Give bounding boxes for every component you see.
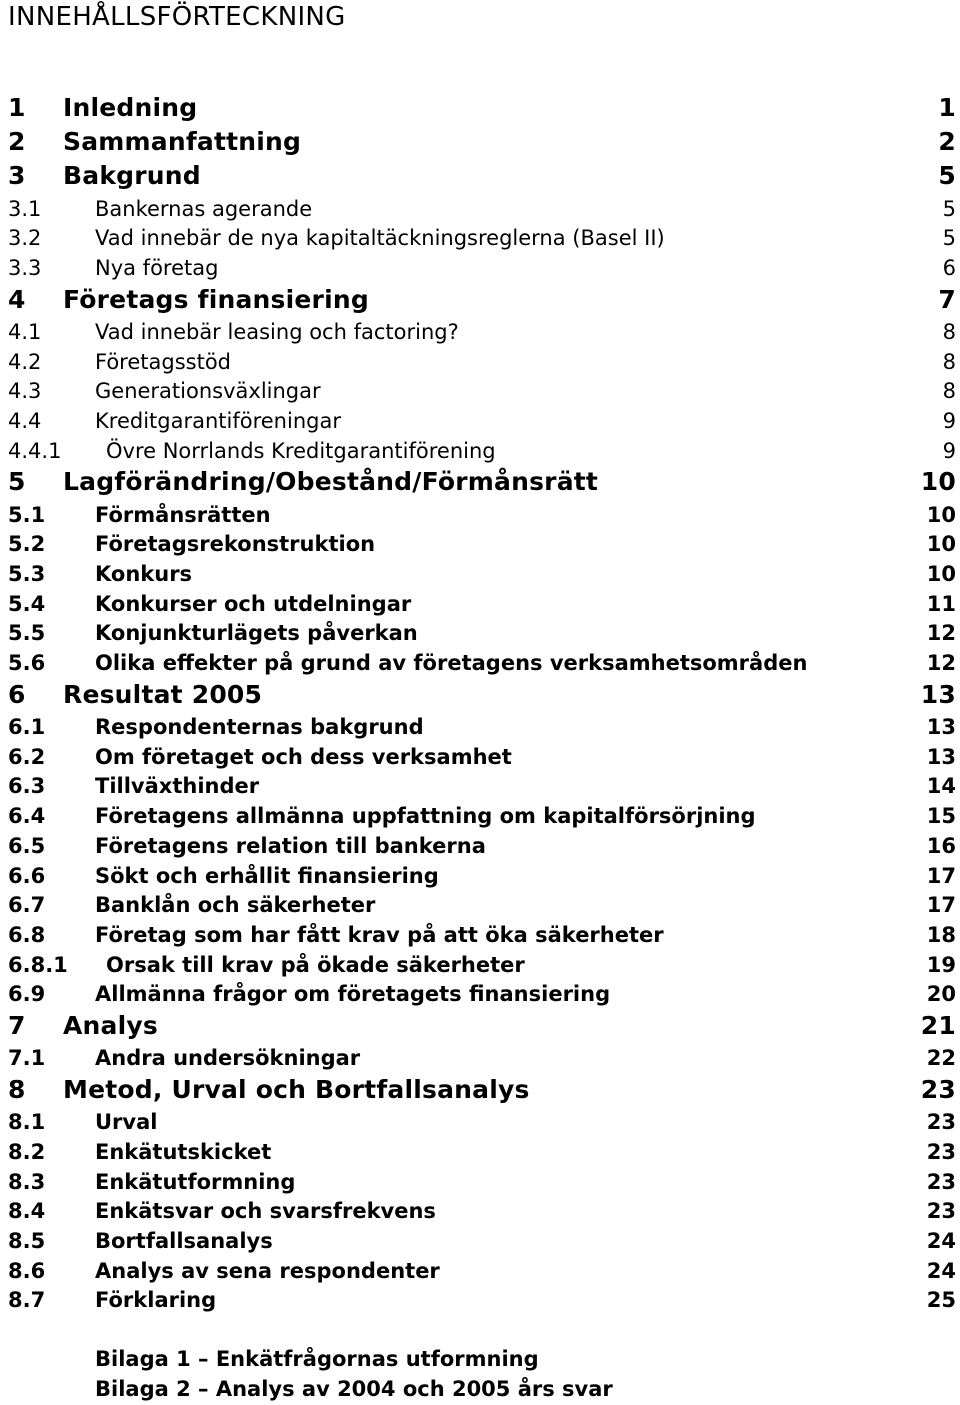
toc-entry-number: 5.4 [8, 591, 46, 616]
toc-entry-page: 19 [926, 952, 956, 977]
toc-entry[interactable] [0, 801, 960, 831]
toc-entry-number: 7 [8, 1011, 26, 1040]
toc-entry[interactable] [0, 742, 960, 772]
toc-entry[interactable] [0, 317, 960, 347]
toc-entry-title: Metod, Urval och Bortfallsanalys [63, 1074, 530, 1104]
toc-entry[interactable] [0, 465, 960, 499]
toc-entry[interactable] [0, 1256, 960, 1286]
toc-entry[interactable] [0, 347, 960, 377]
toc-entry-page: 14 [926, 774, 956, 799]
toc-entry-number: 4.2 [8, 349, 42, 374]
toc-entry-page: 7 [938, 284, 956, 314]
toc-entry-page: 10 [926, 532, 956, 557]
toc-entry-page: 23 [926, 1110, 956, 1135]
toc-entry-number: 5.5 [8, 621, 46, 646]
appendix-item[interactable]: Bilaga 1 – Enkätfrågornas utformning [95, 1347, 539, 1371]
toc-entry-page: 23 [926, 1169, 956, 1194]
toc-entry-number: 8.1 [8, 1110, 46, 1135]
toc-entry-title: Respondenternas bakgrund [95, 715, 424, 739]
toc-entry-title: Nya företag [95, 256, 219, 280]
toc-entry[interactable] [0, 125, 960, 159]
toc-entry[interactable] [0, 1285, 960, 1315]
toc-entry-page: 21 [920, 1011, 956, 1040]
page-title: INNEHÅLLSFÖRTECKNING [8, 2, 346, 32]
toc-entry-page: 5 [942, 196, 956, 221]
toc-entry-title: Orsak till krav på ökade säkerheter [106, 952, 525, 977]
toc-entry-title: Inledning [63, 93, 198, 122]
toc-entry-number: 8.4 [8, 1199, 46, 1224]
toc-entry[interactable] [0, 91, 960, 125]
toc-entry-page: 23 [926, 1199, 956, 1224]
toc-entry-title: Enkätsvar och svarsfrekvens [95, 1199, 436, 1224]
toc-entry[interactable] [0, 406, 960, 436]
toc-entry-page: 9 [942, 438, 956, 463]
appendix-item[interactable]: Bilaga 2 – Analys av 2004 och 2005 års svar [95, 1376, 613, 1401]
toc-entry[interactable] [0, 920, 960, 950]
toc-entry-title: Företagens relation till bankerna [95, 833, 486, 858]
toc-entry-title: Förmånsrätten [95, 502, 271, 527]
toc-entry[interactable] [0, 1009, 960, 1043]
toc-entry-number: 3.2 [8, 226, 42, 251]
toc-entry[interactable] [0, 1226, 960, 1256]
toc-entry[interactable] [0, 678, 960, 712]
toc-entry-page: 1 [938, 93, 956, 122]
toc-entry-page: 9 [942, 409, 956, 433]
toc-entry-title: Analys [63, 1011, 158, 1040]
toc-entry-number: 6.6 [8, 863, 46, 888]
toc-entry-page: 2 [938, 127, 956, 157]
toc-entry-number: 7.1 [8, 1046, 46, 1071]
toc-entry-number: 6.9 [8, 982, 46, 1007]
toc-entry-title: Konkurser och utdelningar [95, 591, 412, 616]
toc-entry-page: 23 [920, 1074, 956, 1104]
toc-entry-number: 6.3 [8, 774, 46, 799]
toc-entry-title: Kreditgarantiföreningar [95, 409, 341, 433]
toc-entry[interactable] [0, 283, 960, 317]
toc-entry-title: Analys av sena respondenter [95, 1258, 440, 1283]
toc-entry-page: 22 [926, 1046, 956, 1071]
toc-entry-number: 5 [8, 467, 26, 497]
toc-entry-number: 4.3 [8, 379, 42, 404]
toc-entry-page: 24 [926, 1258, 956, 1283]
toc-entry-title: Konjunkturlägets påverkan [95, 621, 418, 646]
toc-entry[interactable] [0, 1137, 960, 1167]
toc-entry-number: 2 [8, 127, 26, 157]
toc-entry-title: Företagens allmänna uppfattning om kapitalförsörjning [95, 804, 756, 829]
toc-entry[interactable] [0, 376, 960, 406]
toc-entry-title: Sökt och erhållit finansiering [95, 863, 439, 888]
toc-entry[interactable] [0, 1167, 960, 1197]
toc-entry[interactable] [0, 589, 960, 619]
toc-entry-number: 6.4 [8, 804, 46, 829]
toc-entry-number: 4.4.1 [8, 438, 62, 463]
toc-entry-title: Bakgrund [63, 161, 201, 191]
toc-entry-title: Tillväxthinder [95, 774, 260, 799]
toc-entry-number: 1 [8, 93, 26, 122]
toc-entry-number: 4.1 [8, 319, 42, 344]
toc-entry-number: 8.6 [8, 1258, 46, 1283]
toc-entry-page: 20 [926, 982, 956, 1007]
toc-entry[interactable] [0, 861, 960, 891]
toc-entry-number: 6 [8, 679, 26, 709]
toc-entry-title: Enkätutformning [95, 1169, 296, 1194]
toc-entry[interactable] [0, 771, 960, 801]
toc-entry-title: Företagsrekonstruktion [95, 532, 376, 557]
toc-entry-page: 8 [942, 349, 956, 374]
toc-entry-page: 6 [942, 256, 956, 280]
toc-entry-page: 5 [938, 161, 956, 191]
toc-entry-title: Andra undersökningar [95, 1046, 361, 1071]
toc-entry-title: Resultat 2005 [63, 679, 263, 709]
toc-entry-title: Generationsväxlingar [95, 379, 321, 404]
toc-entry-title: Företags finansiering [63, 284, 369, 314]
toc-entry-title: Företag som har fått krav på att öka säkerheter [95, 922, 664, 947]
toc-entry-page: 16 [926, 833, 956, 858]
toc-entry-page: 15 [926, 804, 956, 829]
toc-entry[interactable] [0, 1043, 960, 1073]
toc-entry-title: Allmänna frågor om företagets finansiering [95, 982, 611, 1007]
toc-entry-number: 8.5 [8, 1228, 46, 1253]
toc-entry-page: 10 [926, 562, 956, 586]
toc-entry[interactable] [0, 712, 960, 742]
toc-entry-page: 25 [926, 1288, 956, 1313]
toc-entry-title: Banklån och säkerheter [95, 893, 376, 918]
toc-entry-page: 5 [942, 226, 956, 251]
toc-entry[interactable] [0, 436, 960, 466]
toc-entry-number: 5.6 [8, 651, 46, 676]
toc-entry[interactable] [0, 1073, 960, 1107]
toc-entry-page: 8 [942, 319, 956, 344]
toc-entry-page: 11 [926, 591, 956, 616]
toc-entry-number: 8 [8, 1074, 26, 1104]
toc-entry-page: 8 [942, 379, 956, 404]
toc-entry-number: 5.3 [8, 562, 46, 586]
toc-entry-number: 5.2 [8, 532, 46, 557]
toc-entry-number: 6.1 [8, 715, 46, 739]
toc-entry-title: Bortfallsanalys [95, 1228, 273, 1253]
toc-entry[interactable] [0, 618, 960, 648]
toc-entry-number: 4.4 [8, 409, 42, 433]
toc-entry-page: 13 [920, 679, 956, 709]
toc-entry[interactable] [0, 648, 960, 678]
toc-entry-page: 10 [926, 502, 956, 527]
toc-entry-title: Vad innebär de nya kapitaltäckningsreglerna (Basel II) [95, 226, 665, 251]
toc-entry[interactable] [0, 253, 960, 283]
toc-entry-title: Enkätutskicket [95, 1139, 272, 1164]
toc-entry[interactable] [0, 950, 960, 980]
toc-entry-page: 13 [926, 715, 956, 739]
toc-entry[interactable] [0, 194, 960, 224]
toc-entry-title: Företagsstöd [95, 349, 231, 374]
toc-entry[interactable] [0, 529, 960, 559]
toc-entry-page: 23 [926, 1139, 956, 1164]
toc-entry-title: Om företaget och dess verksamhet [95, 744, 512, 769]
toc-entry[interactable] [0, 831, 960, 861]
toc-entry-number: 3.1 [8, 196, 42, 221]
toc-entry-title: Övre Norrlands Kreditgarantiförening [106, 438, 496, 463]
toc-entry-page: 17 [926, 863, 956, 888]
toc-entry-title: Konkurs [95, 562, 193, 586]
toc-entry-number: 4 [8, 284, 26, 314]
toc-entry-title: Sammanfattning [63, 127, 302, 157]
toc-entry[interactable] [0, 223, 960, 253]
toc-entry[interactable] [0, 500, 960, 530]
toc-entry-page: 13 [926, 744, 956, 769]
toc-entry-number: 6.5 [8, 833, 46, 858]
toc-entry[interactable] [0, 1107, 960, 1137]
toc-entry-page: 12 [926, 651, 956, 676]
toc-entry-page: 17 [926, 893, 956, 918]
toc-entry-number: 5.1 [8, 502, 46, 527]
toc-entry-title: Urval [95, 1110, 158, 1135]
toc-entry-number: 6.2 [8, 744, 46, 769]
toc-entry[interactable] [0, 559, 960, 589]
toc-entry-title: Bankernas agerande [95, 196, 313, 221]
toc-entry[interactable] [0, 1196, 960, 1226]
toc-entry[interactable] [0, 890, 960, 920]
toc-entry-number: 3.3 [8, 256, 42, 280]
toc-entry-page: 12 [926, 621, 956, 646]
toc-entry-number: 3 [8, 161, 26, 191]
toc-entry-number: 6.7 [8, 893, 46, 918]
toc-entry-number: 6.8.1 [8, 952, 68, 977]
toc-entry-number: 8.2 [8, 1139, 46, 1164]
toc-entry-title: Vad innebär leasing och factoring? [95, 319, 459, 344]
toc-entry-title: Olika effekter på grund av företagens verksamhetsområden [95, 651, 808, 676]
toc-entry-page: 18 [926, 922, 956, 947]
toc-entry-number: 8.3 [8, 1169, 46, 1194]
toc-entry[interactable] [0, 979, 960, 1009]
toc-entry[interactable] [0, 159, 960, 193]
toc-entry-page: 24 [926, 1228, 956, 1253]
toc-entry-title: Förklaring [95, 1288, 217, 1313]
toc-entry-number: 6.8 [8, 922, 46, 947]
toc-entry-number: 8.7 [8, 1288, 46, 1313]
toc-entry-page: 10 [920, 467, 956, 497]
toc-entry-title: Lagförändring/Obestånd/Förmånsrätt [63, 467, 599, 497]
